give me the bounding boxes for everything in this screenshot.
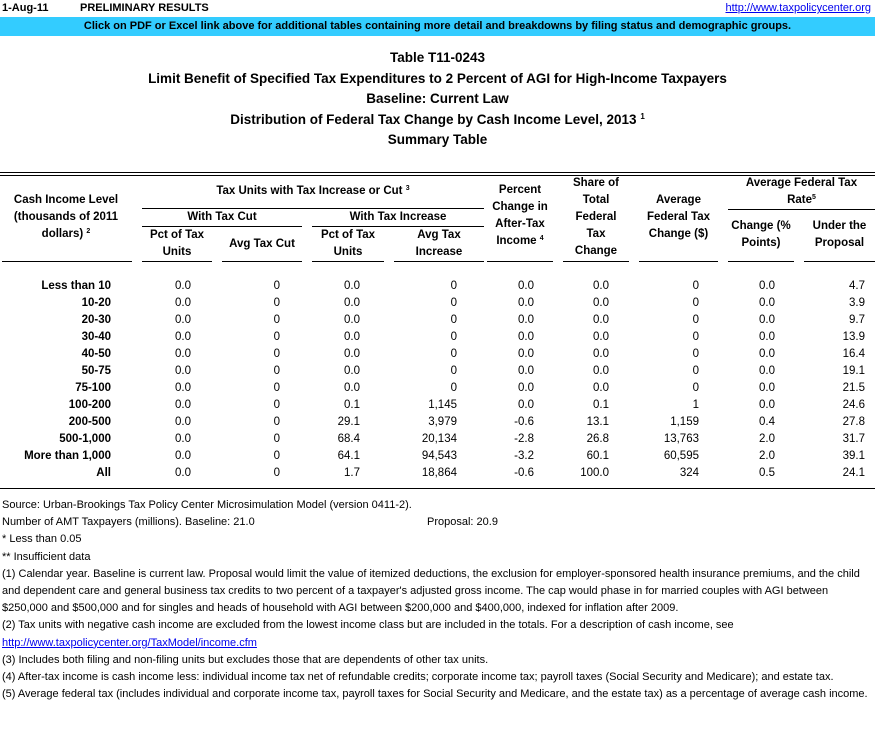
- cell-inc-pct-units: 0.0: [344, 280, 360, 292]
- cell-inc-pct-units: 1.7: [344, 467, 360, 479]
- cell-inc-pct-units: 0.0: [344, 297, 360, 309]
- cell-avg-tax-increase: 0: [450, 280, 457, 292]
- cell-rate-change-points: 0.0: [759, 331, 775, 343]
- cell-rate-change-points: 0.0: [759, 297, 775, 309]
- cell-inc-pct-units: 0.0: [344, 331, 360, 343]
- cell-avg-tax-cut: 0: [273, 348, 280, 360]
- table-titles: [0, 48, 875, 151]
- cell-avg-tax-increase: 0: [450, 314, 457, 326]
- cell-avg-tax-increase: 20,134: [421, 433, 457, 445]
- cell-avg-federal-tax-change: 0: [692, 331, 699, 343]
- cell-rate-under-proposal: 24.1: [842, 467, 865, 479]
- cell-rate-under-proposal: 21.5: [842, 382, 865, 394]
- cell-share-total-change: 0.0: [593, 314, 609, 326]
- insufficient-note: ** Insufficient data: [2, 550, 91, 563]
- cell-income-level: 30-40: [81, 331, 111, 343]
- source-note: Source: Urban-Brookings Tax Policy Center Microsimulation Model (version 0411-2).: [2, 499, 412, 511]
- header-under-proposal: Under the Proposal: [812, 220, 867, 249]
- cell-rate-under-proposal: 39.1: [842, 450, 865, 462]
- table-row: [0, 312, 865, 329]
- table-row: [0, 380, 865, 397]
- cell-rate-change-points: 0.0: [759, 280, 775, 292]
- header-inc-pct-units: Pct of Tax Units: [320, 229, 376, 258]
- footnote-2: (2) Tax units with negative cash income are excluded from the lowest income class but are included in the totals. For a description of cash income, see: [2, 619, 734, 632]
- cell-cut-pct-units: 0.0: [175, 433, 191, 445]
- cell-avg-tax-increase: 0: [450, 382, 457, 394]
- cell-avg-federal-tax-change: 1: [692, 399, 699, 411]
- rule: [394, 261, 484, 262]
- header-avg-tax-cut: Avg Tax Cut: [229, 238, 295, 250]
- cell-cut-pct-units: 0.0: [175, 382, 191, 394]
- rule: [487, 261, 553, 262]
- cell-share-total-change: 60.1: [586, 450, 609, 462]
- cell-avg-tax-cut: 0: [273, 433, 280, 445]
- preliminary-label: PRELIMINARY RESULTS: [80, 2, 209, 14]
- cell-avg-federal-tax-change: 0: [692, 314, 699, 326]
- table-row: [0, 448, 865, 465]
- cell-income-level: 10-20: [81, 297, 111, 309]
- footnote-4: (4) After-tax income is cash income less: individual income tax net of refundable credits; corporate income tax; payroll taxes (Social Security and Medicare); and estate tax.: [2, 671, 834, 684]
- data-table: [0, 278, 865, 482]
- cell-pct-change-after-tax: 0.0: [518, 314, 534, 326]
- rule: [142, 261, 212, 262]
- cell-cut-pct-units: 0.0: [175, 348, 191, 360]
- cell-share-total-change: 0.0: [593, 297, 609, 309]
- cell-rate-change-points: 2.0: [759, 433, 775, 445]
- cell-inc-pct-units: 64.1: [337, 450, 360, 462]
- rule: [312, 261, 384, 262]
- cell-share-total-change: 0.0: [593, 348, 609, 360]
- distribution-title: Distribution of Federal Tax Change by Cash Income Level, 2013 $^1$: [230, 111, 645, 127]
- cell-avg-tax-increase: 18,864: [421, 467, 457, 479]
- cell-rate-change-points: 0.0: [759, 382, 775, 394]
- less-than-note: * Less than 0.05: [2, 533, 82, 546]
- cell-avg-federal-tax-change: 0: [692, 382, 699, 394]
- cell-avg-tax-cut: 0: [273, 365, 280, 377]
- cell-avg-tax-cut: 0: [273, 331, 280, 343]
- footnote-1: (1) Calendar year. Baseline is current law. Proposal would limit the value of itemized deductions, the exclusion for employer-sponsored health insurance premiums, and the child and dependent care and general business tax credits to two percent of a taxpayer's adjusted gross income. The cap would phase in for married couples with AGI between $250,000 and $500,000 and for singles and heads of household with AGI between $200,000 and $400,000, indexed for inflation after 2009.: [2, 567, 860, 615]
- cell-avg-federal-tax-change: 0: [692, 280, 699, 292]
- cell-avg-tax-cut: 0: [273, 467, 280, 479]
- rule: [728, 209, 875, 210]
- cell-cut-pct-units: 0.0: [175, 297, 191, 309]
- cell-avg-federal-tax-change: 1,159: [670, 416, 699, 428]
- header-change-pct-points: Change (% Points): [731, 220, 791, 249]
- site-link[interactable]: http://www.taxpolicycenter.org: [725, 2, 871, 14]
- cell-income-level: Less than 10: [41, 280, 111, 292]
- cell-rate-under-proposal: 4.7: [849, 280, 865, 292]
- cell-avg-federal-tax-change: 0: [692, 365, 699, 377]
- report-date: 1-Aug-11: [2, 2, 49, 14]
- table-row: [0, 431, 865, 448]
- cell-pct-change-after-tax: 0.0: [518, 331, 534, 343]
- cell-pct-change-after-tax: 0.0: [518, 365, 534, 377]
- cell-share-total-change: 0.1: [593, 399, 609, 411]
- cell-inc-pct-units: 0.0: [344, 314, 360, 326]
- table-row: [0, 295, 865, 312]
- cell-pct-change-after-tax: -3.2: [514, 450, 534, 462]
- cell-avg-federal-tax-change: 13,763: [663, 433, 699, 445]
- cell-avg-tax-cut: 0: [273, 314, 280, 326]
- cell-share-total-change: 0.0: [593, 280, 609, 292]
- cell-avg-tax-cut: 0: [273, 382, 280, 394]
- header-with-tax-increase: With Tax Increase: [349, 211, 447, 223]
- top-bar: [0, 0, 875, 17]
- cell-rate-change-points: 0.0: [759, 314, 775, 326]
- table-row: [0, 346, 865, 363]
- cell-income-level: All: [96, 467, 111, 479]
- cell-rate-under-proposal: 9.7: [849, 314, 865, 326]
- header-avg-federal-tax-rate: Average Federal Tax Rate$^5$: [745, 177, 858, 206]
- table-row: [0, 329, 865, 346]
- cell-avg-federal-tax-change: 0: [692, 348, 699, 360]
- cell-cut-pct-units: 0.0: [175, 450, 191, 462]
- cell-avg-tax-increase: 0: [450, 331, 457, 343]
- info-banner: Click on PDF or Excel link above for additional tables containing more detail and breakdowns by filing status and demographic groups.: [0, 17, 875, 36]
- cell-cut-pct-units: 0.0: [175, 331, 191, 343]
- table-row: [0, 363, 865, 380]
- cell-inc-pct-units: 29.1: [337, 416, 360, 428]
- header-avg-tax-increase: Avg Tax Increase: [415, 229, 463, 258]
- cell-avg-tax-cut: 0: [273, 297, 280, 309]
- header-income-level: Cash Income Level (thousands of 2011 dollars) $^2$: [13, 194, 119, 240]
- income-definition-link[interactable]: http://www.taxpolicycenter.org/TaxModel/income.cfm: [2, 636, 257, 649]
- table-row: [0, 278, 865, 295]
- footnote-3: (3) Includes both filing and non-filing units but excludes those that are dependents of other tax units.: [2, 653, 489, 666]
- cell-share-total-change: 0.0: [593, 382, 609, 394]
- cell-inc-pct-units: 0.0: [344, 365, 360, 377]
- cell-inc-pct-units: 0.0: [344, 382, 360, 394]
- footnote-ref: 1: [640, 111, 645, 121]
- header-pct-change-after-tax: Percent Change in After-Tax Income $^4$: [492, 184, 548, 247]
- cell-cut-pct-units: 0.0: [175, 365, 191, 377]
- header-share-total: Share of Total Federal Tax Change: [572, 177, 619, 257]
- cell-income-level: 500-1,000: [59, 433, 111, 445]
- cell-income-level: 40-50: [81, 348, 111, 360]
- cell-income-level: 20-30: [81, 314, 111, 326]
- cell-avg-tax-cut: 0: [273, 399, 280, 411]
- rule: [639, 261, 718, 262]
- cell-rate-under-proposal: 31.7: [842, 433, 865, 445]
- header-avg-federal-tax-change: Average Federal Tax Change ($): [646, 194, 711, 240]
- cell-avg-federal-tax-change: 60,595: [663, 450, 699, 462]
- cell-avg-tax-increase: 94,543: [421, 450, 457, 462]
- cell-inc-pct-units: 0.0: [344, 348, 360, 360]
- cell-pct-change-after-tax: -0.6: [514, 416, 534, 428]
- cell-rate-under-proposal: 16.4: [842, 348, 865, 360]
- header-tax-units: Tax Units with Tax Increase or Cut $^3$: [216, 185, 410, 197]
- amt-proposal: Proposal: 20.9: [427, 516, 498, 529]
- table-id: Table T11-0243: [389, 50, 486, 65]
- rule: [804, 261, 875, 262]
- cell-rate-under-proposal: 3.9: [849, 297, 865, 309]
- cell-avg-tax-cut: 0: [273, 450, 280, 462]
- cell-avg-tax-cut: 0: [273, 280, 280, 292]
- rule: [728, 261, 794, 262]
- cell-rate-change-points: 0.0: [759, 365, 775, 377]
- footnote-5: (5) Average federal tax (includes individual and corporate income tax, payroll taxes for Social Security and Medicare, and the estate tax) as a percentage of average cash income.: [2, 688, 868, 701]
- rule: [2, 261, 132, 262]
- cell-cut-pct-units: 0.0: [175, 280, 191, 292]
- cell-cut-pct-units: 0.0: [175, 467, 191, 479]
- cell-share-total-change: 13.1: [586, 416, 609, 428]
- rule: [222, 261, 302, 262]
- cell-rate-under-proposal: 27.8: [842, 416, 865, 428]
- header-with-tax-cut: With Tax Cut: [187, 211, 257, 223]
- cell-avg-federal-tax-change: 324: [679, 467, 699, 479]
- cell-rate-change-points: 2.0: [759, 450, 775, 462]
- cell-income-level: 200-500: [68, 416, 111, 428]
- cell-avg-tax-increase: 0: [450, 365, 457, 377]
- cell-pct-change-after-tax: -0.6: [514, 467, 534, 479]
- cell-income-level: More than 1,000: [24, 450, 111, 462]
- table-row: [0, 414, 865, 431]
- rule: [563, 261, 629, 262]
- cell-cut-pct-units: 0.0: [175, 314, 191, 326]
- table-title: Limit Benefit of Specified Tax Expenditures to 2 Percent of AGI for High-Income Taxpayers: [148, 70, 727, 86]
- cell-share-total-change: 0.0: [593, 331, 609, 343]
- cell-pct-change-after-tax: 0.0: [518, 348, 534, 360]
- cell-share-total-change: 0.0: [593, 365, 609, 377]
- header-cut-pct-units: Pct of Tax Units: [149, 229, 205, 258]
- table-bottom-rule: [0, 488, 875, 489]
- cell-share-total-change: 26.8: [586, 433, 609, 445]
- cell-income-level: 50-75: [81, 365, 111, 377]
- cell-share-total-change: 100.0: [580, 467, 609, 479]
- cell-inc-pct-units: 0.1: [344, 399, 360, 411]
- cell-cut-pct-units: 0.0: [175, 416, 191, 428]
- cell-inc-pct-units: 68.4: [337, 433, 360, 445]
- baseline-title: Baseline: Current Law: [366, 91, 509, 106]
- cell-avg-tax-increase: 1,145: [428, 399, 457, 411]
- cell-pct-change-after-tax: 0.0: [518, 297, 534, 309]
- cell-avg-tax-increase: 0: [450, 297, 457, 309]
- cell-pct-change-after-tax: 0.0: [518, 382, 534, 394]
- amt-note: Number of AMT Taxpayers (millions). Baseline: 21.0 Proposal: 20.9: [2, 514, 872, 531]
- summary-title: Summary Table: [387, 132, 488, 147]
- cell-pct-change-after-tax: -2.8: [514, 433, 534, 445]
- cell-avg-federal-tax-change: 0: [692, 297, 699, 309]
- cell-avg-tax-cut: 0: [273, 416, 280, 428]
- cell-cut-pct-units: 0.0: [175, 399, 191, 411]
- cell-rate-under-proposal: 24.6: [842, 399, 865, 411]
- cell-rate-change-points: 0.4: [759, 416, 775, 428]
- cell-rate-change-points: 0.5: [759, 467, 775, 479]
- cell-rate-change-points: 0.0: [759, 399, 775, 411]
- cell-income-level: 100-200: [68, 399, 111, 411]
- table-row: [0, 397, 865, 414]
- footnotes: [2, 497, 872, 703]
- cell-rate-under-proposal: 13.9: [842, 331, 865, 343]
- cell-income-level: 75-100: [75, 382, 111, 394]
- cell-rate-under-proposal: 19.1: [842, 365, 865, 377]
- cell-avg-tax-increase: 3,979: [428, 416, 457, 428]
- cell-pct-change-after-tax: 0.0: [518, 399, 534, 411]
- table-row: [0, 465, 865, 482]
- cell-avg-tax-increase: 0: [450, 348, 457, 360]
- cell-rate-change-points: 0.0: [759, 348, 775, 360]
- cell-pct-change-after-tax: 0.0: [518, 280, 534, 292]
